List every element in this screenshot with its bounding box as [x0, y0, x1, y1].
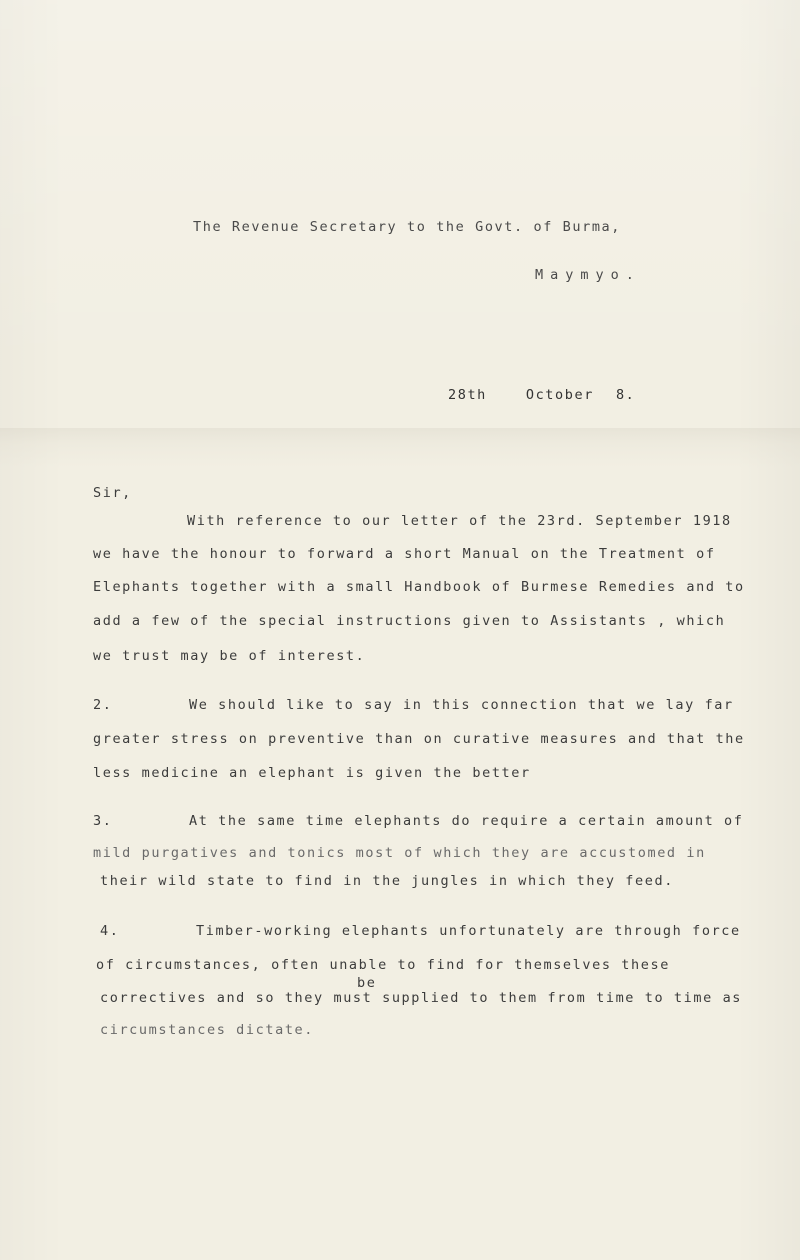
para1-line: Elephants together with a small Handbook of Burmese Remedies and to [93, 579, 745, 595]
para4-line: of circumstances, often unable to find for themselves these [96, 957, 670, 973]
para3-number: 3. [93, 813, 113, 829]
place-line: Maymyo. [535, 267, 641, 283]
para2-first-line [93, 697, 734, 713]
para4-line: correctives and so they must supplied to them from time to time as [100, 990, 743, 1006]
para2-line: less medicine an elephant is given the better [93, 765, 531, 781]
para4-number: 4. [100, 923, 120, 939]
para3-line: mild purgatives and tonics most of which they are accustomed in [93, 845, 706, 861]
date-year: 8. [615, 387, 636, 403]
para2-number: 2. [93, 697, 113, 713]
address-line: The Revenue Secretary to the Govt. of Burma, [193, 219, 622, 235]
para1-line: we trust may be of interest. [93, 648, 366, 664]
para4-insertion: be [357, 975, 377, 991]
para1-line: we have the honour to forward a short Manual on the Treatment of [93, 546, 716, 562]
para2-line: We should like to say in this connection that we lay far [189, 697, 734, 713]
para1-line: With reference to our letter of the 23rd. September 1918 [187, 513, 732, 529]
para4-line: circumstances dictate. [100, 1022, 315, 1038]
para3-line: their wild state to find in the jungles in which they feed. [100, 873, 674, 889]
para4-line: Timber-working elephants unfortunately are through force [196, 923, 741, 939]
para4-first-line [100, 923, 741, 939]
para3-first-line [93, 813, 743, 829]
para3-line: At the same time elephants do require a certain amount of [189, 813, 744, 829]
para1-line: add a few of the special instructions given to Assistants , which [93, 613, 726, 629]
date-day: 28th [448, 387, 487, 403]
paper-fold [0, 428, 800, 468]
date-month: October [525, 387, 594, 403]
salutation: Sir, [93, 485, 132, 501]
date-line [448, 387, 635, 403]
para2-line: greater stress on preventive than on curative measures and that the [93, 731, 745, 747]
